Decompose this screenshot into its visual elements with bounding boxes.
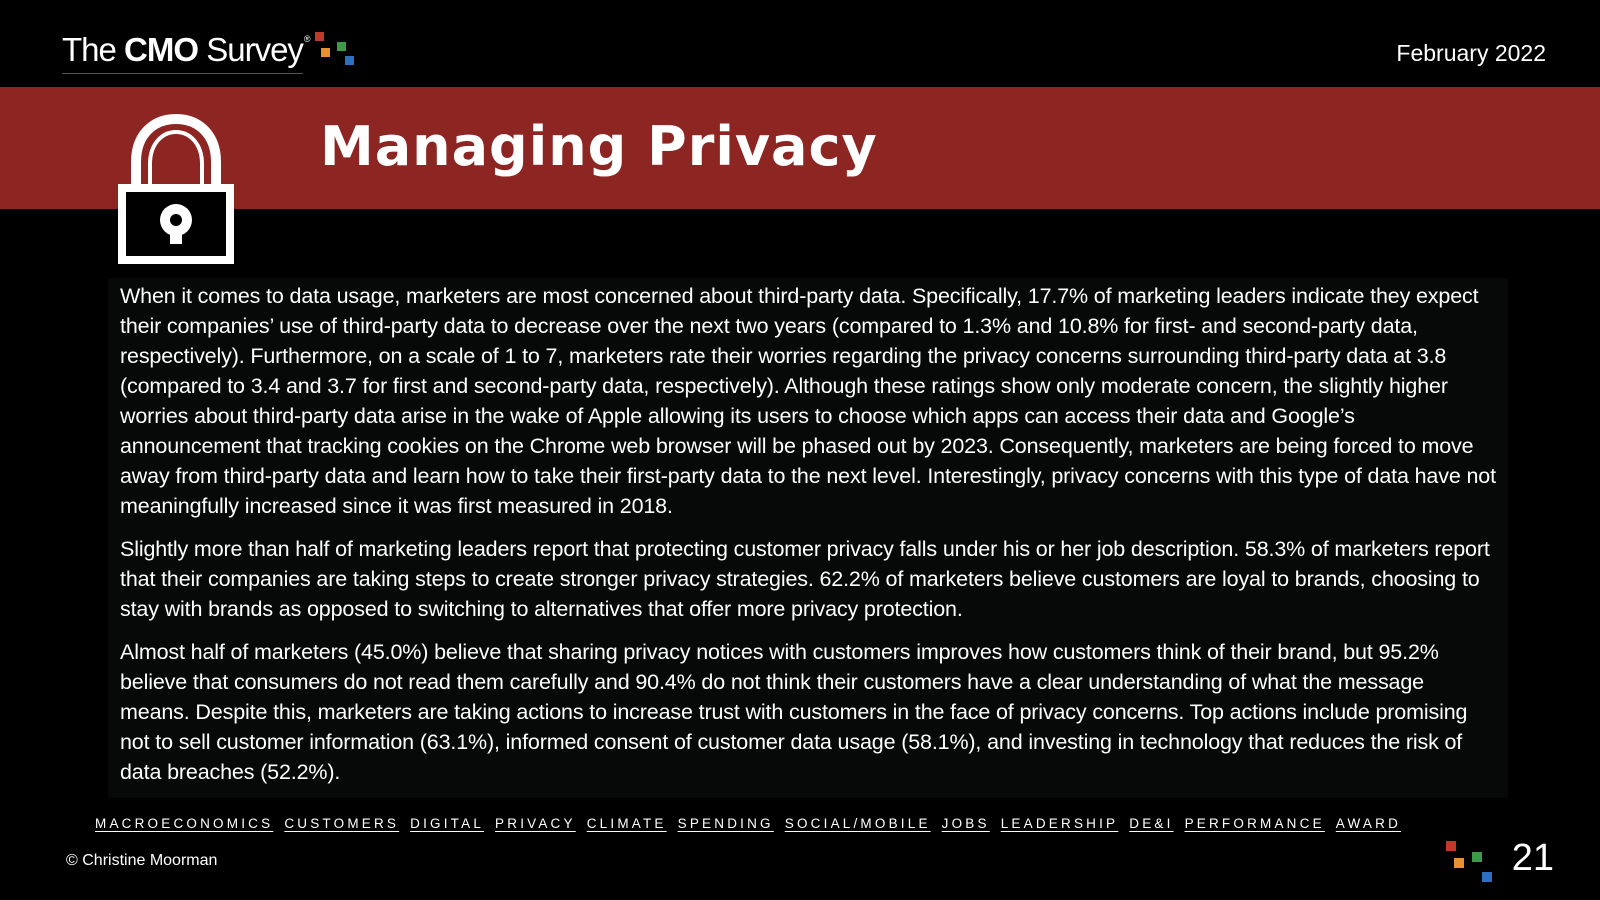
report-date: February 2022 xyxy=(1396,40,1546,66)
nav-link-leadership[interactable]: LEADERSHIP xyxy=(1000,816,1119,831)
logo-square-orange xyxy=(321,48,330,57)
footer-square-blue xyxy=(1482,872,1492,882)
nav-link-performance[interactable]: PERFORMANCE xyxy=(1184,816,1325,831)
registered-mark: ® xyxy=(303,34,311,44)
footer-square-red xyxy=(1446,841,1456,851)
logo-brand: CMO xyxy=(124,31,199,68)
page-number: 21 xyxy=(1511,837,1554,879)
nav-link-digital[interactable]: DIGITAL xyxy=(410,816,485,831)
nav-link-jobs[interactable]: JOBS xyxy=(941,816,990,831)
nav-link-social-mobile[interactable]: SOCIAL/MOBILE xyxy=(784,816,931,831)
lock-icon xyxy=(114,114,238,270)
paragraph-data-usage: When it comes to data usage, marketers are most concerned about third-party data. Specifically, 17.7% of marketing leaders indicate they expect their companies’ use of third-party data to decrease over the next two years (compared to 1.3% and 10.8% for first- and second-party data, respectively). Furthermore, on a scale of 1 to 7, marketers rate their worries regarding the privacy concerns surrounding third-party data at 3.8 (compared to 3.4 and 3.7 for first and second-party data, respectively). Although these ratings show only moderate concern, the slightly higher worries about third-party data arise in the wake of Apple allowing its users to choose which apps can access their data and Google’s announcement that tracking cookies on the Chrome web browser will be phased out by 2023. Consequently, marketers are being forced to move away from third-party data and learn how to take their first-party data to the next level. Interestingly, privacy concerns with this type of data have not meaningfully increased since it was first measured in 2018. xyxy=(120,284,1496,518)
paragraph-privacy-strategy: Slightly more than half of marketing leaders report that protecting customer privacy falls under his or her job description. 58.3% of marketers report that their companies are taking steps to create stronger privacy strategies. 62.2% of marketers believe customers are loyal to brands, choosing to stay with brands as opposed to switching to alternatives that offer more privacy protection. xyxy=(120,537,1490,621)
logo-prefix: The xyxy=(62,31,125,68)
section-nav xyxy=(95,816,1412,831)
footer-square-green xyxy=(1472,852,1482,862)
header xyxy=(0,0,1600,87)
logo-square-red xyxy=(315,32,324,41)
cmo-survey-logo[interactable] xyxy=(62,28,355,78)
nav-link-award[interactable]: AWARD xyxy=(1335,816,1402,831)
page-title: Managing Privacy xyxy=(320,115,878,178)
logo-text xyxy=(62,28,303,74)
nav-link-spending[interactable]: SPENDING xyxy=(677,816,774,831)
footer-square-orange xyxy=(1454,858,1464,868)
nav-link-privacy[interactable]: PRIVACY xyxy=(495,816,576,831)
copyright: © Christine Moorman xyxy=(66,852,218,869)
logo-suffix: Survey xyxy=(198,31,303,68)
nav-link-customers[interactable]: CUSTOMERS xyxy=(284,816,400,831)
nav-link-climate[interactable]: CLIMATE xyxy=(586,816,667,831)
nav-link-dei[interactable]: DE&I xyxy=(1129,816,1174,831)
logo-square-blue xyxy=(345,56,354,65)
paragraph-privacy-notices: Almost half of marketers (45.0%) believe that sharing privacy notices with customers improves how customers think of their brand, but 95.2% believe that consumers do not read them carefully and 90.4% do not think their customers have a clear understanding of what the message means. Despite this, marketers are taking actions to increase trust with customers in the face of privacy concerns. Top actions include promising not to sell customer information (63.1%), informed consent of customer data usage (58.1%), and investing in technology that reduces the risk of data breaches (52.2%). xyxy=(120,640,1468,784)
logo-square-green xyxy=(337,42,346,51)
logo-squares-icon xyxy=(315,28,355,68)
nav-link-macroeconomics[interactable]: MACROECONOMICS xyxy=(95,816,274,831)
content-panel xyxy=(108,278,1508,798)
footer-squares-icon xyxy=(1446,838,1496,884)
